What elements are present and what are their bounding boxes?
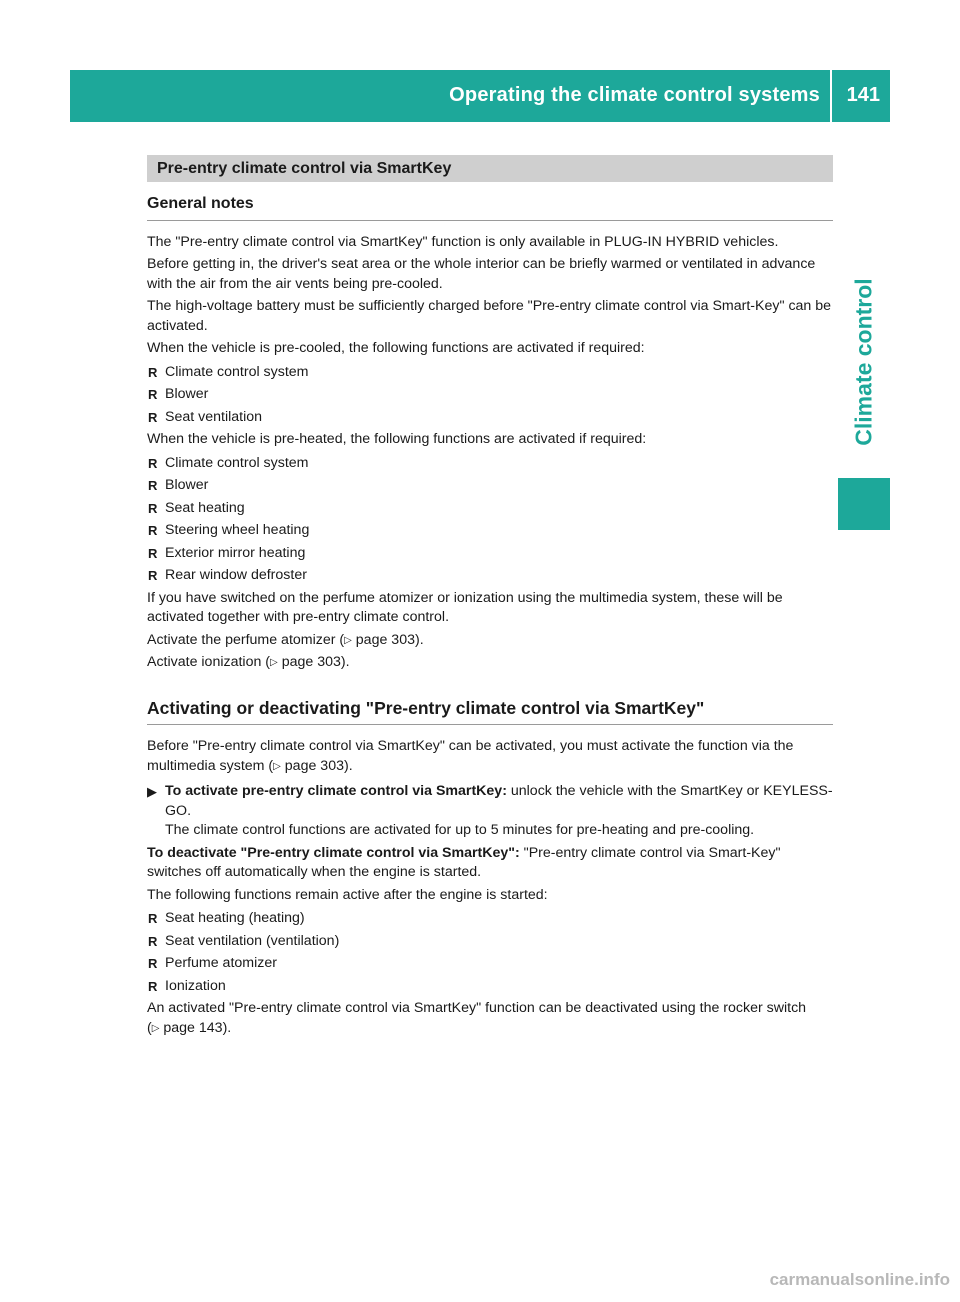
page-number: 141	[846, 84, 880, 106]
paragraph: The high-voltage battery must be sufficiently charged before "Pre-entry climate control via Smart-Key" can be activated.	[147, 298, 832, 334]
action-arrow-icon: ▶	[147, 784, 157, 799]
paragraph: The "Pre-entry climate control via SmartKey" function is only available in PLUG-IN HYBRID vehicles.	[147, 233, 779, 250]
list-item: R Ionization	[147, 977, 833, 997]
side-tab	[838, 250, 890, 474]
list-item: R Seat ventilation	[147, 408, 833, 428]
list-item: R Blower	[147, 385, 833, 405]
paragraph	[147, 737, 833, 776]
list-item: R Seat heating	[147, 499, 833, 519]
page-ref-arrow-icon: ▷	[273, 760, 281, 772]
pre-heated-list	[147, 454, 833, 586]
page-ref-arrow-icon: ▷	[151, 1022, 160, 1034]
text: ).	[414, 631, 424, 648]
paragraph: When the vehicle is pre-cooled, the following functions are activated if required:	[147, 340, 645, 356]
side-tab-marker	[838, 478, 890, 530]
paragraph: If you have switched on the perfume atomizer or ionization using the multimedia system, these will be activated together with pre-entry climate control.	[147, 589, 783, 625]
side-tab-label: Climate control	[850, 278, 877, 446]
paragraph	[147, 653, 833, 673]
list-item: R Blower	[147, 476, 833, 496]
text: An activated "Pre-entry climate control via SmartKey" function can be deactivated using the rocker switch (	[147, 1000, 807, 1036]
page-ref-link[interactable]: page 303	[281, 654, 341, 670]
action-label: To activate pre-entry climate control via SmartKey:	[165, 783, 507, 799]
paragraph	[147, 844, 833, 883]
text: ).	[340, 654, 350, 670]
paragraph	[147, 631, 833, 651]
text: Activate ionization (	[147, 654, 271, 670]
page-content	[147, 155, 833, 1038]
text: Before "Pre-entry climate control via SmartKey" can be activated, you must activate the function via the multimedia system (	[147, 738, 794, 774]
list-item: R Perfume atomizer	[147, 954, 833, 974]
page-ref-link[interactable]: page 303	[284, 757, 344, 774]
action-text: unlock the vehicle with the SmartKey or KEYLESS-GO.	[165, 783, 833, 819]
paragraph	[147, 999, 833, 1038]
watermark: carmanualsonline.info	[769, 1270, 950, 1289]
page-ref-link[interactable]: page 303	[355, 631, 415, 648]
chapter-title: Operating the climate control systems	[449, 84, 820, 106]
paragraph: The following functions remain active after the engine is started:	[147, 886, 548, 903]
activating-heading: Activating or deactivating "Pre-entry climate control via SmartKey"	[147, 699, 833, 726]
page-ref-link[interactable]: page 143	[163, 1019, 223, 1036]
remain-active-list	[147, 909, 833, 996]
pre-cooled-list	[147, 363, 833, 428]
text: ).	[343, 757, 353, 774]
page-ref-arrow-icon: ▷	[344, 634, 352, 646]
text: ).	[222, 1019, 232, 1036]
text: "Pre-entry climate control via Smart-Key" switches off automatically when the engine is started.	[147, 844, 781, 880]
list-item: R Exterior mirror heating	[147, 544, 833, 564]
page-header	[70, 70, 890, 122]
list-item: R Climate control system	[147, 363, 833, 383]
text: Activate the perfume atomizer (	[147, 631, 345, 648]
list-item: R Rear window defroster	[147, 566, 833, 586]
list-item: R Seat ventilation (ventilation)	[147, 932, 833, 952]
action-result: The climate control functions are activated for up to 5 minutes for pre-heating and pre-cooling.	[165, 822, 755, 838]
action-step	[147, 782, 833, 841]
list-item: R Seat heating (heating)	[147, 909, 833, 929]
list-item: R Climate control system	[147, 454, 833, 474]
section-banner: Pre-entry climate control via SmartKey	[147, 155, 833, 182]
header-divider	[830, 70, 832, 122]
paragraph: Before getting in, the driver's seat area or the whole interior can be briefly warmed or ventilated in advance with the air from the air vents being pre-cooled.	[147, 256, 816, 292]
list-item: R Steering wheel heating	[147, 521, 833, 541]
page-ref-arrow-icon: ▷	[270, 657, 278, 668]
paragraph: When the vehicle is pre-heated, the following functions are activated if required:	[147, 431, 647, 447]
deactivate-label: To deactivate "Pre-entry climate control via SmartKey":	[147, 844, 520, 861]
general-notes-heading: General notes	[147, 194, 833, 221]
